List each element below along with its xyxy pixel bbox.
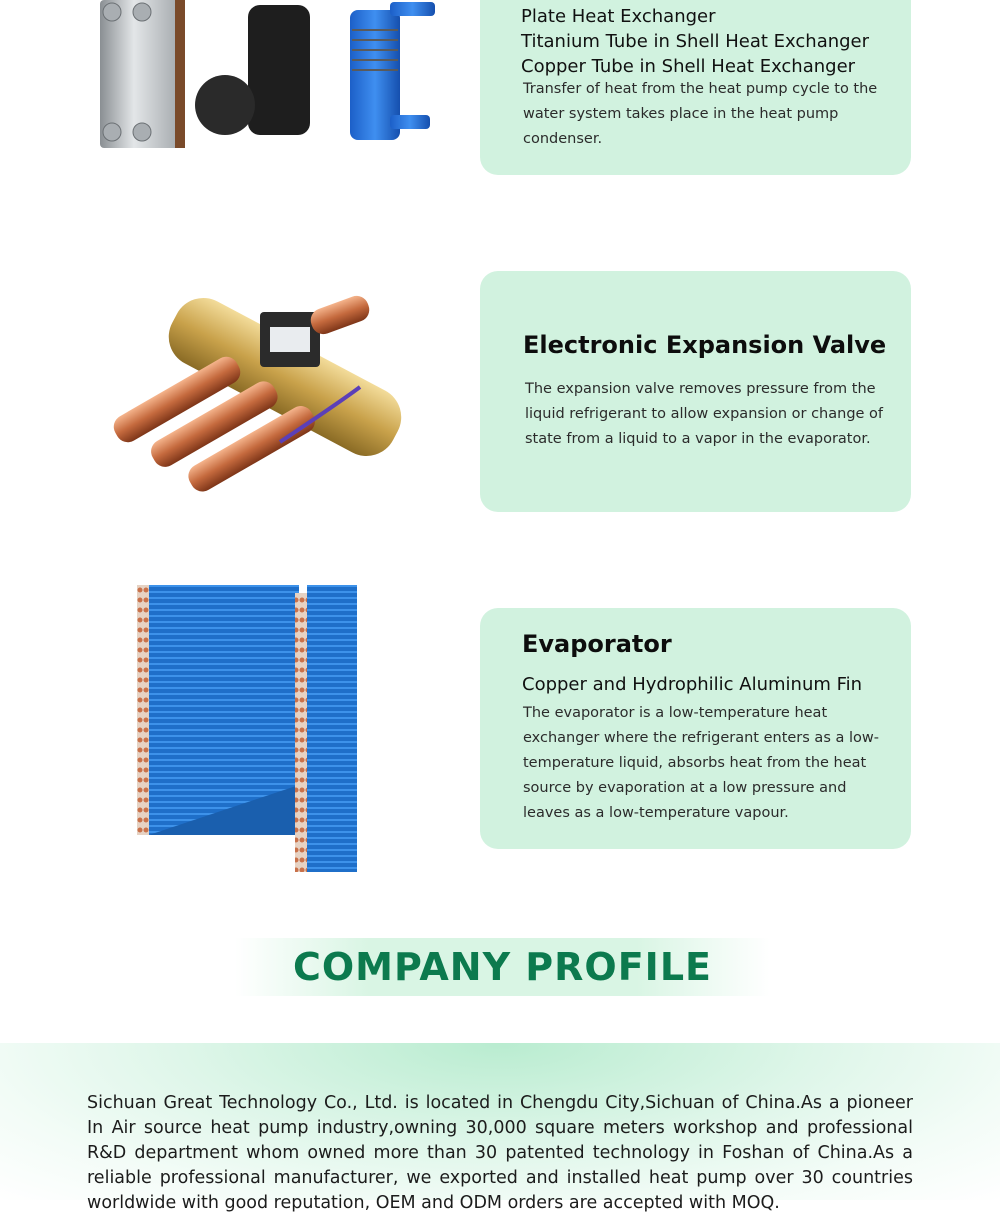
- company-profile-text: Sichuan Great Technology Co., Ltd. is located in Chengdu City,Sichuan of China.As a pioneer In Air source heat pump industry,owning 30,000 square meters workshop and professional R&D department whom owned more than 30 patented technology in Foshan of China.As a reliable professional manufacturer, we exported and installed heat pump over 30 countries worldwide with good reputation, OEM and ODM orders are accepted with MOQ.: [87, 1093, 913, 1213]
- expansion-valve-image: [110, 272, 415, 507]
- evaporator-subtitle: Copper and Hydrophilic Aluminum Fin: [522, 674, 863, 695]
- heat-exchanger-description: Transfer of heat from the heat pump cycle to the water system takes place in the heat pump condenser.: [523, 81, 878, 147]
- heat-exchanger-image: [90, 0, 440, 155]
- heat-exchanger-type-1: Plate Heat Exchanger: [521, 6, 716, 27]
- company-profile-title: COMPANY PROFILE: [292, 945, 712, 989]
- heat-exchanger-type-3: Copper Tube in Shell Heat Exchanger: [521, 56, 856, 77]
- expansion-valve-title: Electronic Expansion Valve: [523, 331, 887, 359]
- company-profile-banner: [235, 938, 770, 996]
- evaporator-title: Evaporator: [522, 630, 672, 658]
- expansion-valve-card: [480, 271, 911, 512]
- heat-exchanger-card: [480, 0, 911, 175]
- company-profile-section: [0, 1043, 1000, 1213]
- expansion-valve-description: The expansion valve removes pressure from the liquid refrigerant to allow expansion or change of state from a liquid to a vapor in the evaporator.: [525, 381, 884, 447]
- evaporator-image: [137, 585, 357, 872]
- evaporator-card: [480, 608, 911, 849]
- heat-exchanger-type-2: Titanium Tube in Shell Heat Exchanger: [521, 31, 870, 52]
- evaporator-description: The evaporator is a low-temperature heat exchanger where the refrigerant enters as a low-temperature liquid, absorbs heat from the heat source by evaporation at a low pressure and leaves as a low-temperature vapour.: [523, 705, 879, 821]
